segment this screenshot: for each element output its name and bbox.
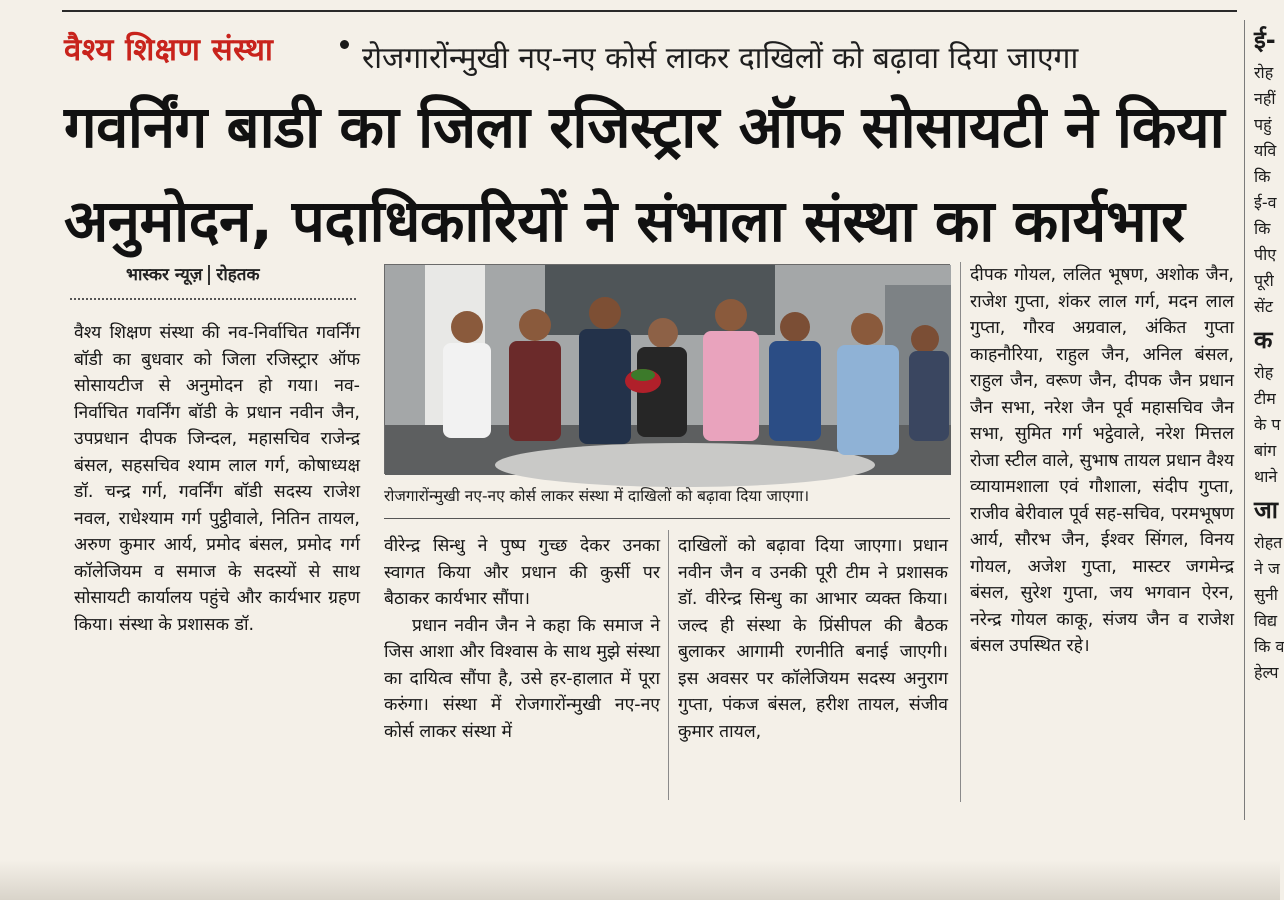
adjacent-line: ने ज	[1254, 559, 1280, 578]
article-paragraph: वीरेन्द्र सिन्धु ने पुष्प गुच्छ देकर उनका स्वागत किया और प्रधान की कुर्सी पर बैठाकर कार्यभार सौंपा।	[384, 536, 660, 609]
news-photo	[384, 264, 950, 474]
adjacent-line: के प	[1254, 415, 1281, 434]
byline-source: भास्कर न्यूज़	[126, 265, 203, 285]
adjacent-line: रोहत	[1254, 533, 1283, 552]
kicker-subheadline: रोजगारोंन्मुखी नए-नए कोर्स लाकर दाखिलों को बढ़ावा दिया जाएगा	[362, 41, 1079, 76]
article-paragraph: दाखिलों को बढ़ावा दिया जाएगा। प्रधान नवीन जैन व उनकी पूरी टीम ने प्रशासक डॉ. वीरेन्द्र सिन्धु का आभार व्यक्त किया। जल्द ही संस्था के प्रिंसीपल की बैठक बुलाकर आगामी रणनीति बनाई जाएगी। इस अवसर पर कॉलेजियम सदस्य अनुराग गुप्ता, पंकज बंसल, हरीश तायल, संजीव कुमार तायल,	[678, 536, 948, 742]
adjacent-line: थाने	[1254, 467, 1278, 486]
headline-line-2: अनुमोदन, पदाधिकारियों ने संभाला संस्था का कार्यभार	[64, 187, 1185, 255]
column-divider	[668, 530, 669, 800]
adjacent-heading: ई-	[1254, 26, 1276, 54]
adjacent-line: टीम	[1254, 389, 1276, 408]
caption-rule	[384, 518, 950, 519]
adjacent-line: पूरी	[1254, 271, 1274, 290]
column-divider	[960, 262, 961, 802]
adjacent-article-fragment	[1254, 20, 1284, 840]
adjacent-line: यवि	[1254, 141, 1277, 160]
column-divider	[1244, 20, 1245, 820]
adjacent-line: सुनी	[1254, 585, 1278, 604]
bullet-dot	[340, 40, 349, 49]
adjacent-line: रोह	[1254, 63, 1274, 82]
article-column-2	[384, 533, 660, 745]
group-photo-illustration	[385, 265, 951, 475]
byline-dotted-rule	[70, 298, 356, 300]
byline-city: रोहतक	[216, 265, 260, 285]
adjacent-line: रोह	[1254, 363, 1274, 382]
headline	[64, 80, 1244, 268]
article-column-3	[678, 533, 948, 745]
adjacent-line: विद्य	[1254, 611, 1278, 630]
headline-line-1: गवर्निंग बाडी का जिला रजिस्ट्रार ऑफ सोसायटी ने किया	[64, 93, 1225, 161]
adjacent-line: नहीं	[1254, 89, 1276, 108]
adjacent-line: कि	[1254, 167, 1271, 186]
adjacent-line: पहुं	[1254, 115, 1272, 134]
adjacent-heading: क	[1254, 326, 1273, 354]
adjacent-line: कि	[1254, 219, 1271, 238]
adjacent-line: सेंट	[1254, 297, 1273, 316]
adjacent-line: ई-व	[1254, 193, 1277, 212]
page-fold-shadow	[0, 860, 1280, 900]
section-tag: वैश्य शिक्षण संस्था	[64, 32, 274, 68]
article-paragraph: प्रधान नवीन जैन ने कहा कि समाज ने जिस आशा और विश्वास के साथ मुझे संस्था का दायित्व सौंपा है, उसे हर-हालात में पूरा करुंगा। संस्था में रोजगारोंन्मुखी नए-नए कोर्स लाकर संस्था में	[384, 615, 660, 742]
photo-caption: रोजगारोंन्मुखी नए-नए कोर्स लाकर संस्था में दाखिलों को बढ़ावा दिया जाएगा।	[384, 487, 810, 505]
adjacent-line: हेल्प	[1254, 663, 1279, 682]
article-paragraph: वैश्य शिक्षण संस्था की नव-निर्वाचित गवर्निंग बॉडी का बुधवार को जिला रजिस्ट्रार ऑफ सोसायटीज से अनुमोदन हो गया। नव-निर्वाचित गवर्निंग बॉडी के प्रधान नवीन जैन, उपप्रधान दीपक जिन्दल, महासचिव राजेन्द्र बंसल, सहसचिव श्याम लाल गर्ग, कोषाध्यक्ष डॉ. चन्द्र गर्ग, गवर्निंग बॉडी सदस्य राजेश नवल, राधेश्याम गर्ग पुट्ठीवाले, नितिन तायल, अरुण कुमार आर्य, प्रमोद बंसल, प्रमोद गर्ग कॉलेजियम व समाज के सदस्यों से साथ सोसायटी कार्यालय पहुंचे और कार्यभार ग्रहण किया। संस्था के प्रशासक डॉ.	[74, 323, 360, 635]
adjacent-heading: जा	[1254, 496, 1279, 524]
byline-separator	[208, 265, 210, 285]
top-rule	[62, 10, 1237, 12]
adjacent-line: बांग	[1254, 441, 1277, 460]
adjacent-line: कि व	[1254, 637, 1284, 656]
article-column-4	[970, 262, 1234, 660]
article-column-1	[74, 320, 360, 638]
article-paragraph: दीपक गोयल, ललित भूषण, अशोक जैन, राजेश गुप्ता, शंकर लाल गर्ग, मदन लाल गुप्ता, गौरव अग्रवाल, अंकित गुप्ता काहनौरिया, राहुल जैन, अनिल बंसल, राहुल जैन, वरूण जैन, दीपक जैन प्रधान जैन सभा, नरेश जैन पूर्व महासचिव जैन सभा, सुमित गर्ग भट्ठेवाले, नरेश मित्तल रोजा स्टील वाले, सुभाष तायल प्रधान वैश्य व्यायामशाला एवं गौशाला, संदीप गुप्ता, राजीव बेरीवाल पूर्व सह-सचिव, परमभूषण आर्य, सौरभ जैन, ईश्वर सिंगल, विनय गोयल, अजेश गुप्ता, मास्टर जगमेन्द्र बंसल, सुरेश गुप्ता, जय भगवान ऐरन, नरेन्द्र गोयल काकू, संजय जैन व राजेश बंसल उपस्थित रहे।	[970, 265, 1234, 656]
byline	[126, 262, 260, 285]
adjacent-line: पीए	[1254, 245, 1277, 264]
